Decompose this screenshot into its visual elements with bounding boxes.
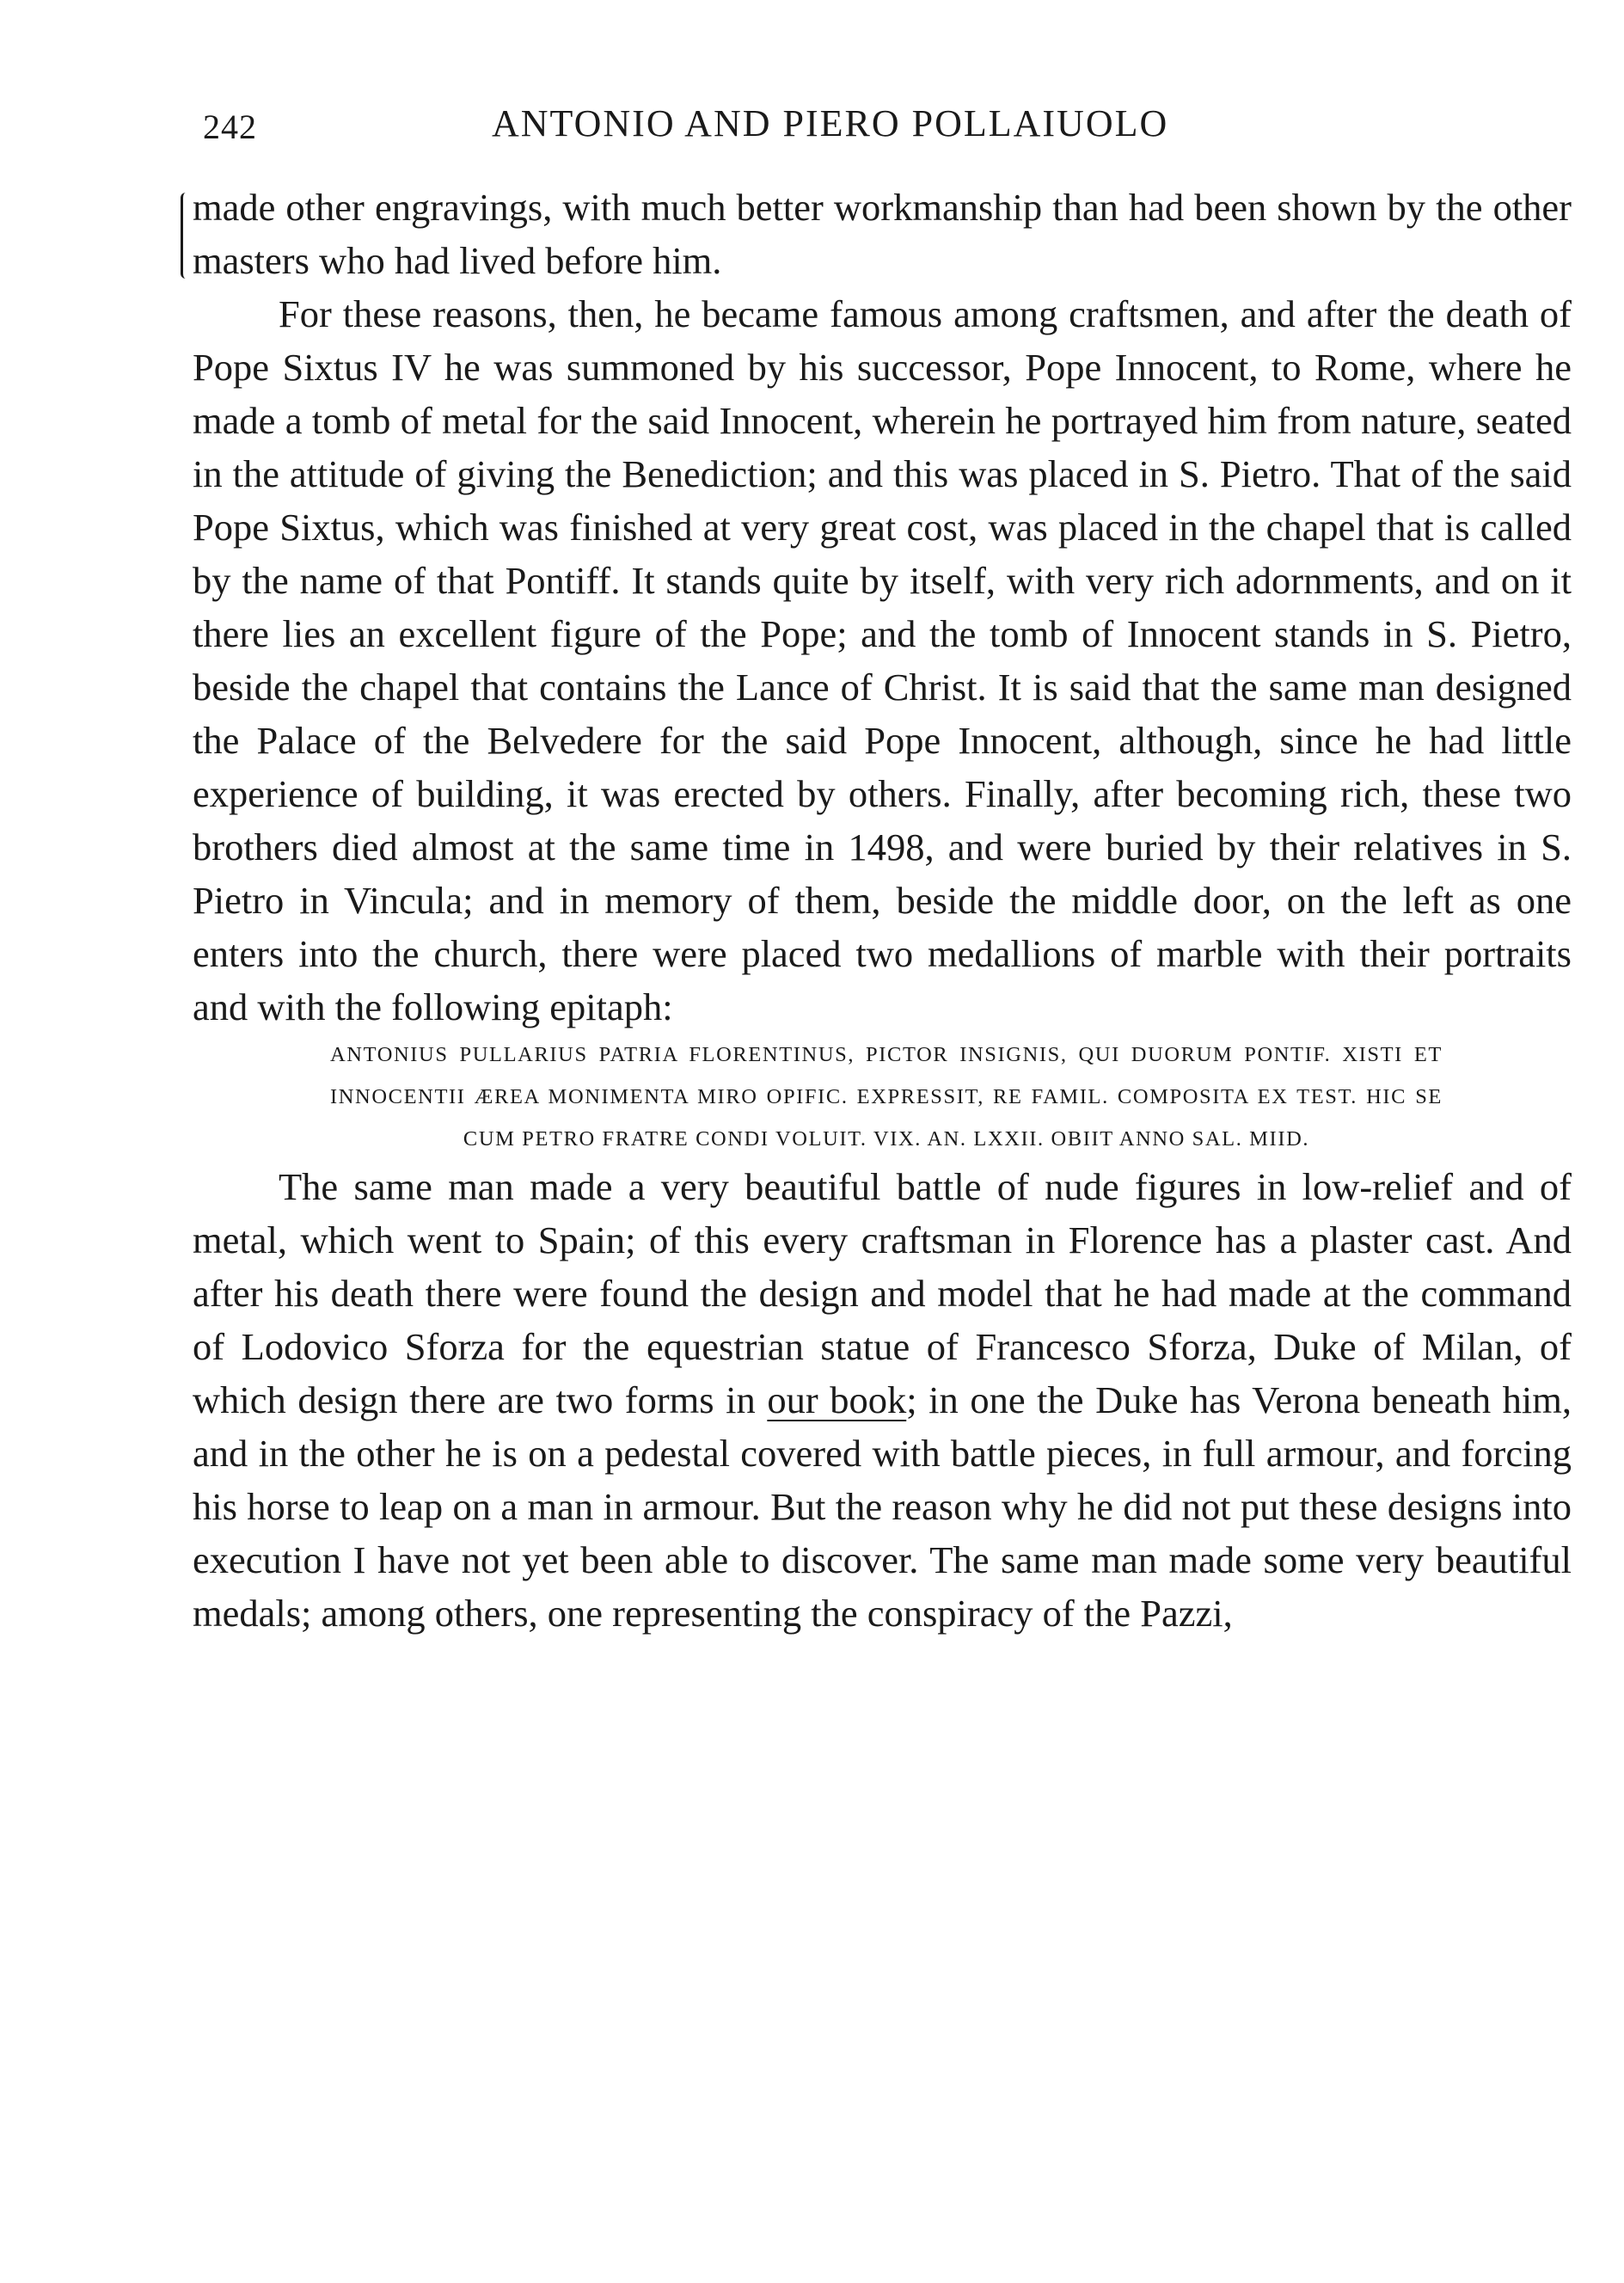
paragraph-tombs: For these reasons, then, he became famous among craftsmen, and after the death of Pope Sixtus IV he was summoned by his successor, Pope Innocent, to Rome, where he made a tomb of metal for the said Innocent, wherein he portrayed him from nature, seated in the attitude of giving the Benediction; and this was placed in S. Pietro. That of the said Pope Sixtus, which was finished at very great cost, was placed in the chapel that is called by the name of that Pontiff. It stands quite by itself, with very rich adornments, and on it there lies an excellent figure of the Pope; and the tomb of Innocent stands in S. Pietro, beside the chapel that contains the Lance of Christ. It is said that the same man designed the Palace of the Belvedere for the said Pope Innocent, although, since he had little experience of building, it was erected by others. Finally, after becoming rich, these two brothers died almost at the same time in 1498, and were buried by their relatives in S. Pietro in Vincula; and in memory of them, beside the middle door, on the left as one enters into the church, there were placed two medallions of marble with their portraits and with the following epitaph: (193, 292, 1572, 1028)
underlined-phrase: our book (767, 1378, 907, 1421)
body-text (193, 181, 1572, 1640)
paragraph-text: made other engravings, with much better workmanship than had been shown by the other masters who had lived before him. (193, 186, 1572, 282)
paragraph-text-after: ; in one the Duke has Verona beneath him, and in the other he is on a pedestal covered with battle pieces, in full armour, and forcing his horse to leap on a man in armour. But the reason why he did not put these designs into execution I have not yet been able to discover. The same man made some very beautiful medals; among others, one representing the conspiracy of the Pazzi, (193, 1378, 1572, 1635)
paragraph-battle-relief (193, 1160, 1572, 1640)
margin-bracket-mark (181, 193, 190, 279)
epitaph-inscription: ANTONIUS PULLARIUS PATRIA FLORENTINUS, PICTOR INSIGNIS, QUI DUORUM PONTIF. XISTI ET INNOCENTII ÆREA MONIMENTA MIRO OPIFIC. EXPRESSIT, RE FAMIL. COMPOSITA EX TEST. HIC SE CUM PETRO FRATRE CONDI VOLUIT. VIX. AN. LXXII. OBIIT ANNO SAL. MIID. (330, 1043, 1443, 1151)
page-number: 242 (203, 107, 257, 146)
running-head (203, 101, 1578, 153)
paragraph-text-before: The same man made a very beautiful battle of nude figures in low-relief and of metal, which went to Spain; of this every craftsman in Florence has a plaster cast. And after his death there were found the design and model that he had made at the command of Lodovico Sforza for the equestrian statue of Francesco Sforza, Duke of Milan, of which design there are two forms in (193, 1165, 1572, 1421)
running-title: ANTONIO AND PIERO POLLAIUOLO (492, 102, 1169, 144)
paragraph-continued (193, 181, 1572, 287)
